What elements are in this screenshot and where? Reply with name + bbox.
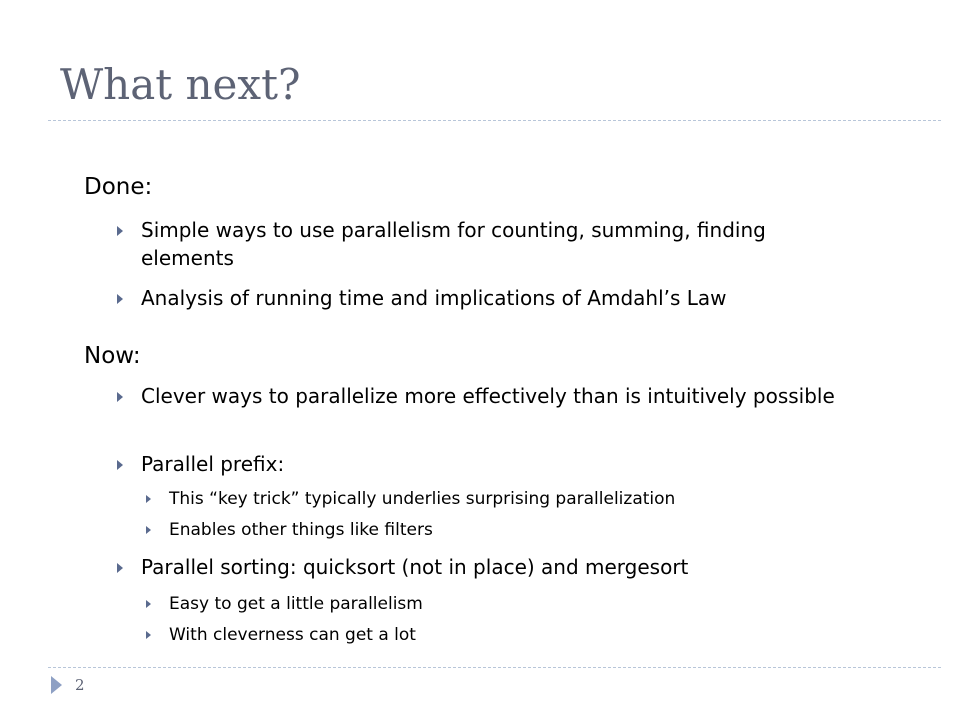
- bullet-text: Parallel sorting: quicksort (not in place) and mergesort: [141, 555, 689, 579]
- sub-bullet-text: With cleverness can get a lot: [169, 625, 416, 645]
- bullet-arrow-icon: [117, 226, 123, 236]
- slide-title: What next?: [60, 60, 301, 109]
- title-divider: [48, 120, 941, 121]
- bullet-text: Simple ways to use parallelism for counting, summing, finding elements: [141, 218, 766, 270]
- footer-divider: [48, 667, 941, 668]
- bullet-arrow-icon: [117, 392, 123, 402]
- sub-bullet-arrow-icon: [146, 600, 151, 608]
- bullet-text: Parallel prefix:: [141, 452, 285, 476]
- bullet-arrow-icon: [117, 294, 123, 304]
- bullet-arrow-icon: [117, 563, 123, 573]
- footer-arrow-icon: [51, 676, 62, 694]
- sub-bullet-text: Enables other things like filters: [169, 520, 433, 540]
- section-heading-now: Now:: [84, 343, 141, 369]
- sub-bullet-arrow-icon: [146, 495, 151, 503]
- bullet-text: Analysis of running time and implications of Amdahl’s Law: [141, 286, 727, 310]
- sub-bullet-text: This “key trick” typically underlies surprising parallelization: [169, 489, 676, 509]
- bullet-text: Clever ways to parallelize more effectively than is intuitively possible: [141, 384, 835, 408]
- sub-bullet-arrow-icon: [146, 526, 151, 534]
- sub-bullet-arrow-icon: [146, 631, 151, 639]
- section-heading-done: Done:: [84, 174, 153, 200]
- page-number: 2: [75, 676, 85, 694]
- bullet-arrow-icon: [117, 460, 123, 470]
- sub-bullet-text: Easy to get a little parallelism: [169, 594, 423, 614]
